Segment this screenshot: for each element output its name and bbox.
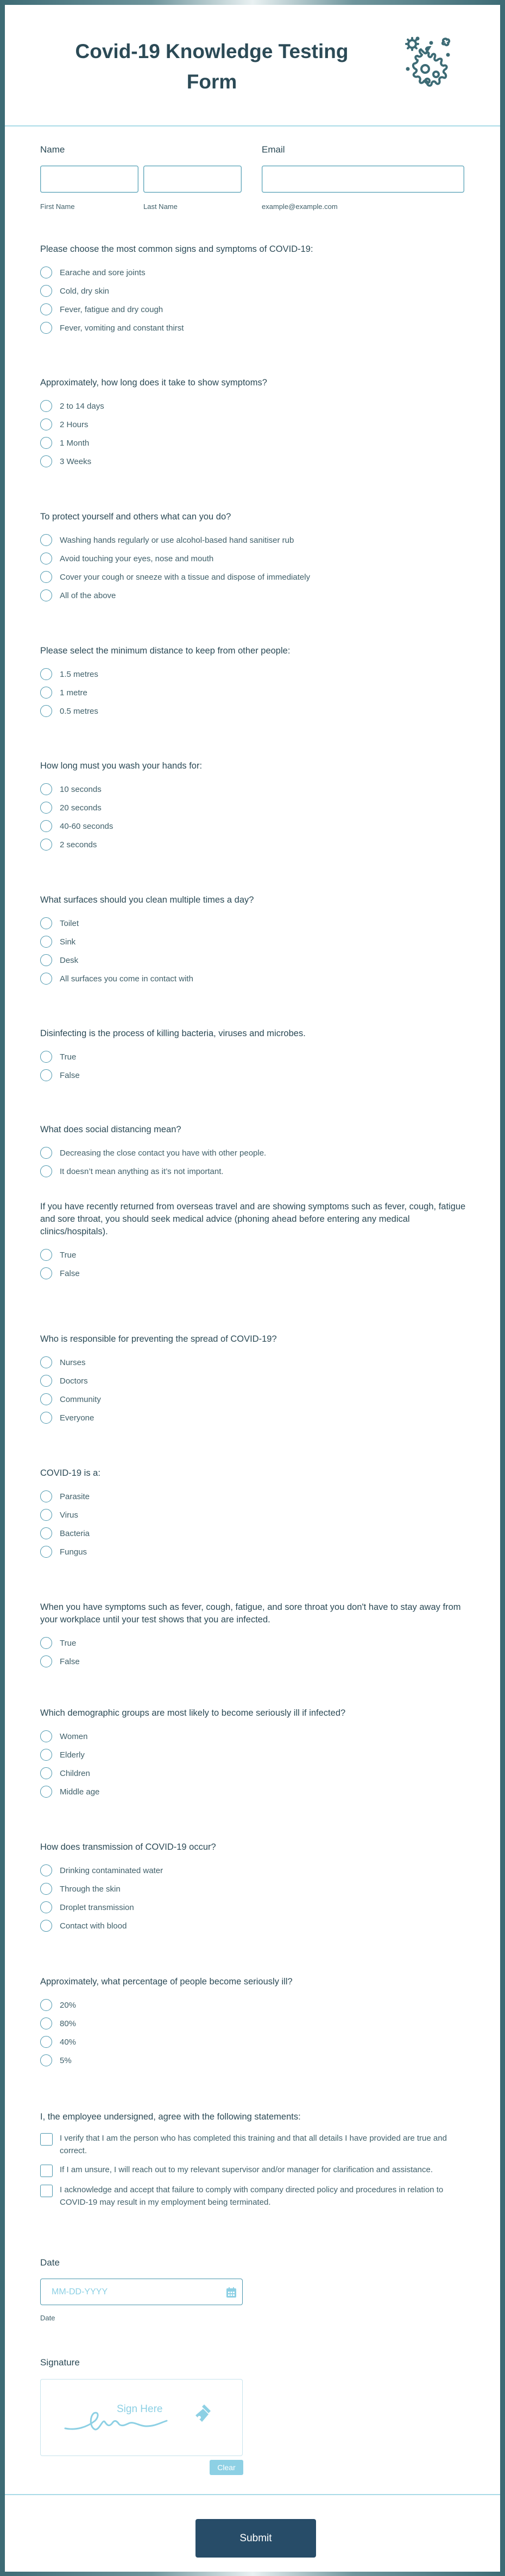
radio-option-label: Desk xyxy=(60,955,79,965)
radio-option-label: True xyxy=(60,1052,77,1062)
radio-option-label: 2 seconds xyxy=(60,840,97,849)
question-title: When you have symptoms such as fever, cough, fatigue, and sore throat you don't have to stay away from your workplace until your test shows that you are infected. xyxy=(40,1602,461,1625)
radio-button[interactable] xyxy=(40,1490,52,1502)
radio-button[interactable] xyxy=(40,2054,52,2066)
radio-button[interactable] xyxy=(40,589,52,601)
radio-option-label: 20 seconds xyxy=(60,803,102,813)
radio-option-label: Bacteria xyxy=(60,1528,90,1538)
radio-button[interactable] xyxy=(40,1356,52,1368)
last-name-sublabel: Last Name xyxy=(143,202,178,211)
question xyxy=(40,511,469,605)
radio-option-label: Avoid touching your eyes, nose and mouth xyxy=(60,554,214,563)
radio-option-label: 1.5 metres xyxy=(60,669,98,679)
radio-button[interactable] xyxy=(40,571,52,583)
radio-option-label: Fever, fatigue and dry cough xyxy=(60,304,163,314)
radio-option[interactable] xyxy=(40,1048,469,1066)
question-title: COVID-19 is a: xyxy=(40,1468,100,1478)
radio-option[interactable] xyxy=(40,1162,469,1181)
radio-button[interactable] xyxy=(40,1730,52,1742)
radio-option[interactable] xyxy=(40,397,469,415)
form-card xyxy=(5,5,500,2572)
radio-option[interactable] xyxy=(40,1746,469,1764)
radio-option-label: 2 Hours xyxy=(60,420,89,429)
submit-button[interactable]: Submit xyxy=(195,2519,316,2558)
radio-button[interactable] xyxy=(40,303,52,315)
radio-option[interactable] xyxy=(40,300,469,319)
question-title: How does transmission of COVID-19 occur? xyxy=(40,1842,216,1852)
radio-option-label: 3 Weeks xyxy=(60,456,92,466)
agreement-item-label: I verify that I am the person who has completed this training and that all details I have provided are true and correct. xyxy=(60,2134,447,2155)
radio-option-label: 1 metre xyxy=(60,688,87,697)
radio-button[interactable] xyxy=(40,668,52,680)
radio-option-label: Sink xyxy=(60,937,76,947)
radio-option[interactable] xyxy=(40,1372,469,1390)
radio-button[interactable] xyxy=(40,705,52,717)
radio-option-label: All of the above xyxy=(60,591,116,600)
email-sublabel: example@example.com xyxy=(262,202,338,211)
radio-option[interactable] xyxy=(40,969,469,988)
agreement-section xyxy=(40,2111,469,2215)
radio-group xyxy=(40,1246,469,1283)
radio-option-label: 40-60 seconds xyxy=(60,821,113,831)
agreement-title: I, the employee undersigned, agree with the following statements: xyxy=(40,2112,301,2122)
radio-option-label: Drinking contaminated water xyxy=(60,1866,163,1875)
radio-button[interactable] xyxy=(40,1999,52,2011)
question xyxy=(40,1333,469,1427)
question xyxy=(40,1976,469,2070)
radio-option[interactable] xyxy=(40,1880,469,1898)
radio-button[interactable] xyxy=(40,820,52,832)
radio-button[interactable] xyxy=(40,1637,52,1649)
email-field xyxy=(262,144,338,211)
radio-option[interactable] xyxy=(40,434,469,452)
radio-option-label: Toilet xyxy=(60,918,79,928)
radio-option-label: Fever, vomiting and constant thirst xyxy=(60,323,184,333)
radio-option[interactable] xyxy=(40,2051,469,2070)
signature-pen-icon xyxy=(62,2401,225,2439)
radio-button[interactable] xyxy=(40,418,52,430)
radio-option-label: Women xyxy=(60,1731,88,1741)
clear-signature-button[interactable]: Clear xyxy=(210,2460,243,2475)
radio-option[interactable] xyxy=(40,1898,469,1917)
radio-group xyxy=(40,263,469,337)
radio-option[interactable] xyxy=(40,1144,469,1162)
radio-option-label: Elderly xyxy=(60,1750,85,1760)
radio-group xyxy=(40,397,469,471)
radio-button[interactable] xyxy=(40,1375,52,1387)
radio-option[interactable] xyxy=(40,263,469,282)
name-field xyxy=(40,144,178,211)
radio-option-label: All surfaces you come in contact with xyxy=(60,974,193,984)
radio-button[interactable] xyxy=(40,1069,52,1081)
radio-option-label: Cold, dry skin xyxy=(60,286,109,296)
radio-option-label: Washing hands regularly or use alcohol-based hand sanitiser rub xyxy=(60,535,294,545)
email-input[interactable] xyxy=(262,166,464,193)
radio-option-label: 0.5 metres xyxy=(60,706,98,716)
agreement-item[interactable] xyxy=(40,2184,469,2209)
radio-button[interactable] xyxy=(40,1412,52,1424)
radio-button[interactable] xyxy=(40,1147,52,1159)
radio-option[interactable] xyxy=(40,1727,469,1746)
radio-option[interactable] xyxy=(40,415,469,434)
radio-group xyxy=(40,1996,469,2070)
radio-option-label: False xyxy=(60,1268,80,1278)
date-field xyxy=(40,2257,243,2322)
radio-option[interactable] xyxy=(40,2033,469,2051)
virus-icon xyxy=(402,36,457,101)
signature-label: Signature xyxy=(40,2357,80,2368)
radio-option-label: Doctors xyxy=(60,1376,88,1386)
radio-option-label: 1 Month xyxy=(60,438,90,448)
radio-option-label: False xyxy=(60,1657,80,1666)
radio-button[interactable] xyxy=(40,1393,52,1405)
radio-option-label: 2 to 14 days xyxy=(60,401,104,411)
agreement-item-label: If I am unsure, I will reach out to my relevant supervisor and/or manager for clarification and assistance. xyxy=(60,2165,433,2174)
radio-option-label: Droplet transmission xyxy=(60,1902,134,1912)
radio-option[interactable] xyxy=(40,1066,469,1084)
form-header xyxy=(5,5,500,126)
radio-option[interactable] xyxy=(40,951,469,969)
radio-button[interactable] xyxy=(40,1051,52,1063)
radio-option-label: Middle age xyxy=(60,1787,100,1797)
question-title: What does social distancing mean? xyxy=(40,1125,181,1134)
radio-option-label: Earache and sore joints xyxy=(60,268,146,277)
radio-option[interactable] xyxy=(40,817,469,835)
radio-option[interactable] xyxy=(40,1917,469,1935)
radio-option[interactable] xyxy=(40,932,469,951)
radio-option[interactable] xyxy=(40,914,469,932)
checkbox[interactable] xyxy=(40,2133,53,2146)
question-title: If you have recently returned from overseas travel and are showing symptoms such as fever, cough, fatigue and sore throat, you should seek medical advice (phoning ahead before entering any medical clinics/hospitals). xyxy=(40,1202,466,1236)
radio-option-label: Cover your cough or sneeze with a tissue and dispose of immediately xyxy=(60,572,311,582)
radio-option[interactable] xyxy=(40,835,469,854)
radio-option[interactable] xyxy=(40,1634,469,1652)
radio-button[interactable] xyxy=(40,1786,52,1798)
radio-group xyxy=(40,531,469,605)
date-label: Date xyxy=(40,2257,60,2268)
agreement-item[interactable] xyxy=(40,2132,469,2157)
radio-option-label: Everyone xyxy=(60,1413,94,1423)
radio-button[interactable] xyxy=(40,687,52,699)
question-title: Who is responsible for preventing the spread of COVID-19? xyxy=(40,1334,277,1344)
question xyxy=(40,1124,469,1181)
radio-button[interactable] xyxy=(40,2017,52,2029)
name-email-row xyxy=(40,144,469,215)
question-title: Please select the minimum distance to keep from other people: xyxy=(40,646,291,656)
radio-option[interactable] xyxy=(40,452,469,471)
radio-option[interactable] xyxy=(40,683,469,702)
question xyxy=(40,894,469,988)
radio-button[interactable] xyxy=(40,455,52,467)
radio-button[interactable] xyxy=(40,973,52,985)
radio-button[interactable] xyxy=(40,437,52,449)
radio-button[interactable] xyxy=(40,1767,52,1779)
question-title: Which demographic groups are most likely to become seriously ill if infected? xyxy=(40,1708,346,1718)
radio-button[interactable] xyxy=(40,1546,52,1558)
radio-button[interactable] xyxy=(40,1165,52,1177)
radio-option[interactable] xyxy=(40,1353,469,1372)
radio-button[interactable] xyxy=(40,553,52,564)
radio-button[interactable] xyxy=(40,1901,52,1913)
radio-button[interactable] xyxy=(40,1749,52,1761)
question xyxy=(40,1027,469,1084)
radio-option[interactable] xyxy=(40,568,469,586)
radio-option[interactable] xyxy=(40,798,469,817)
radio-button[interactable] xyxy=(40,267,52,278)
question-title: Disinfecting is the process of killing bacteria, viruses and microbes. xyxy=(40,1029,306,1038)
radio-button[interactable] xyxy=(40,400,52,412)
top-decorative-band xyxy=(0,0,505,5)
question xyxy=(40,1467,469,1561)
radio-option[interactable] xyxy=(40,1543,469,1561)
radio-group xyxy=(40,1353,469,1427)
radio-option[interactable] xyxy=(40,1487,469,1506)
radio-option[interactable] xyxy=(40,1506,469,1524)
radio-group xyxy=(40,1634,469,1671)
bottom-decorative-band xyxy=(0,2572,505,2576)
radio-option-label: True xyxy=(60,1638,77,1648)
radio-button[interactable] xyxy=(40,802,52,814)
question xyxy=(40,1201,469,1283)
radio-button[interactable] xyxy=(40,1655,52,1667)
question xyxy=(40,645,469,720)
radio-option-label: 40% xyxy=(60,2037,77,2047)
radio-button[interactable] xyxy=(40,1267,52,1279)
radio-button[interactable] xyxy=(40,917,52,929)
radio-option[interactable] xyxy=(40,780,469,798)
form-title: Covid-19 Knowledge Testing Form xyxy=(75,40,349,93)
radio-option[interactable] xyxy=(40,586,469,605)
radio-group xyxy=(40,1861,469,1935)
radio-button[interactable] xyxy=(40,1883,52,1895)
radio-group xyxy=(40,780,469,854)
radio-option[interactable] xyxy=(40,1524,469,1543)
email-label: Email xyxy=(262,144,285,155)
radio-group xyxy=(40,914,469,988)
checkbox[interactable] xyxy=(40,2165,53,2177)
agreement-item-label: I acknowledge and accept that failure to comply with company directed policy and procedures in relation to COVID-19 may result in my employment being terminated. xyxy=(60,2185,444,2207)
radio-option-label: 80% xyxy=(60,2019,77,2028)
radio-group xyxy=(40,1487,469,1561)
agreement-item[interactable] xyxy=(40,2163,469,2177)
question xyxy=(40,1841,469,1935)
radio-option-label: Parasite xyxy=(60,1492,90,1501)
question xyxy=(40,377,469,471)
radio-option[interactable] xyxy=(40,1246,469,1264)
signature-pad[interactable] xyxy=(40,2379,243,2472)
radio-button[interactable] xyxy=(40,1509,52,1521)
radio-group xyxy=(40,1144,469,1181)
radio-option-label: False xyxy=(60,1070,80,1080)
radio-option-label: 20% xyxy=(60,2000,77,2010)
radio-option[interactable] xyxy=(40,319,469,337)
last-name-input[interactable] xyxy=(143,166,242,193)
radio-button[interactable] xyxy=(40,1920,52,1932)
question xyxy=(40,243,469,337)
first-name-input[interactable] xyxy=(40,166,138,193)
radio-option-label: Virus xyxy=(60,1510,78,1520)
radio-option[interactable] xyxy=(40,1861,469,1880)
radio-option-label: Community xyxy=(60,1394,101,1404)
question-title: What surfaces should you clean multiple times a day? xyxy=(40,895,254,905)
radio-option[interactable] xyxy=(40,1408,469,1427)
radio-button[interactable] xyxy=(40,1527,52,1539)
radio-option-label: Nurses xyxy=(60,1357,86,1367)
name-label: Name xyxy=(40,144,65,155)
radio-option-label: True xyxy=(60,1250,77,1260)
sign-here-placeholder: Sign Here xyxy=(117,2403,163,2415)
radio-option[interactable] xyxy=(40,282,469,300)
radio-option-label: Children xyxy=(60,1768,90,1778)
radio-option[interactable] xyxy=(40,549,469,568)
radio-button[interactable] xyxy=(40,2036,52,2048)
question xyxy=(40,1601,469,1671)
question-title: Please choose the most common signs and symptoms of COVID-19: xyxy=(40,244,313,254)
question-title: How long must you wash your hands for: xyxy=(40,761,203,771)
date-sublabel: Date xyxy=(40,2314,55,2322)
radio-button[interactable] xyxy=(40,1249,52,1261)
radio-option[interactable] xyxy=(40,2014,469,2033)
question xyxy=(40,1707,469,1801)
radio-option-label: 10 seconds xyxy=(60,784,102,794)
radio-option[interactable] xyxy=(40,1390,469,1408)
question xyxy=(40,760,469,854)
radio-option-label: It doesn’t mean anything as it’s not important. xyxy=(60,1166,224,1176)
question-title: Approximately, what percentage of people become seriously ill? xyxy=(40,1977,293,1987)
radio-group xyxy=(40,665,469,720)
signature-field xyxy=(40,2357,243,2472)
radio-option[interactable] xyxy=(40,1652,469,1671)
date-input[interactable] xyxy=(40,2279,243,2305)
radio-button[interactable] xyxy=(40,322,52,334)
radio-button[interactable] xyxy=(40,285,52,297)
radio-button[interactable] xyxy=(40,954,52,966)
radio-option[interactable] xyxy=(40,665,469,683)
radio-button[interactable] xyxy=(40,839,52,851)
calendar-icon[interactable] xyxy=(226,2287,236,2298)
radio-option-label: Contact with blood xyxy=(60,1921,127,1931)
radio-option-label: Fungus xyxy=(60,1547,87,1557)
form-footer xyxy=(5,2494,500,2572)
radio-button[interactable] xyxy=(40,534,52,546)
question-title: To protect yourself and others what can you do? xyxy=(40,512,231,522)
checkbox[interactable] xyxy=(40,2185,53,2197)
radio-option-label: Through the skin xyxy=(60,1884,121,1894)
radio-option[interactable] xyxy=(40,1996,469,2014)
radio-group xyxy=(40,1727,469,1801)
radio-option[interactable] xyxy=(40,702,469,720)
radio-option[interactable] xyxy=(40,1264,469,1283)
radio-option-label: 5% xyxy=(60,2055,72,2065)
radio-option[interactable] xyxy=(40,1764,469,1782)
radio-option[interactable] xyxy=(40,531,469,549)
radio-button[interactable] xyxy=(40,1864,52,1876)
radio-option[interactable] xyxy=(40,1782,469,1801)
radio-group xyxy=(40,1048,469,1084)
radio-button[interactable] xyxy=(40,783,52,795)
radio-button[interactable] xyxy=(40,936,52,948)
question-title: Approximately, how long does it take to show symptoms? xyxy=(40,378,267,388)
date-placeholder: MM-DD-YYYY xyxy=(52,2287,108,2296)
first-name-sublabel: First Name xyxy=(40,202,75,211)
radio-option-label: Decreasing the close contact you have with other people. xyxy=(60,1148,267,1158)
